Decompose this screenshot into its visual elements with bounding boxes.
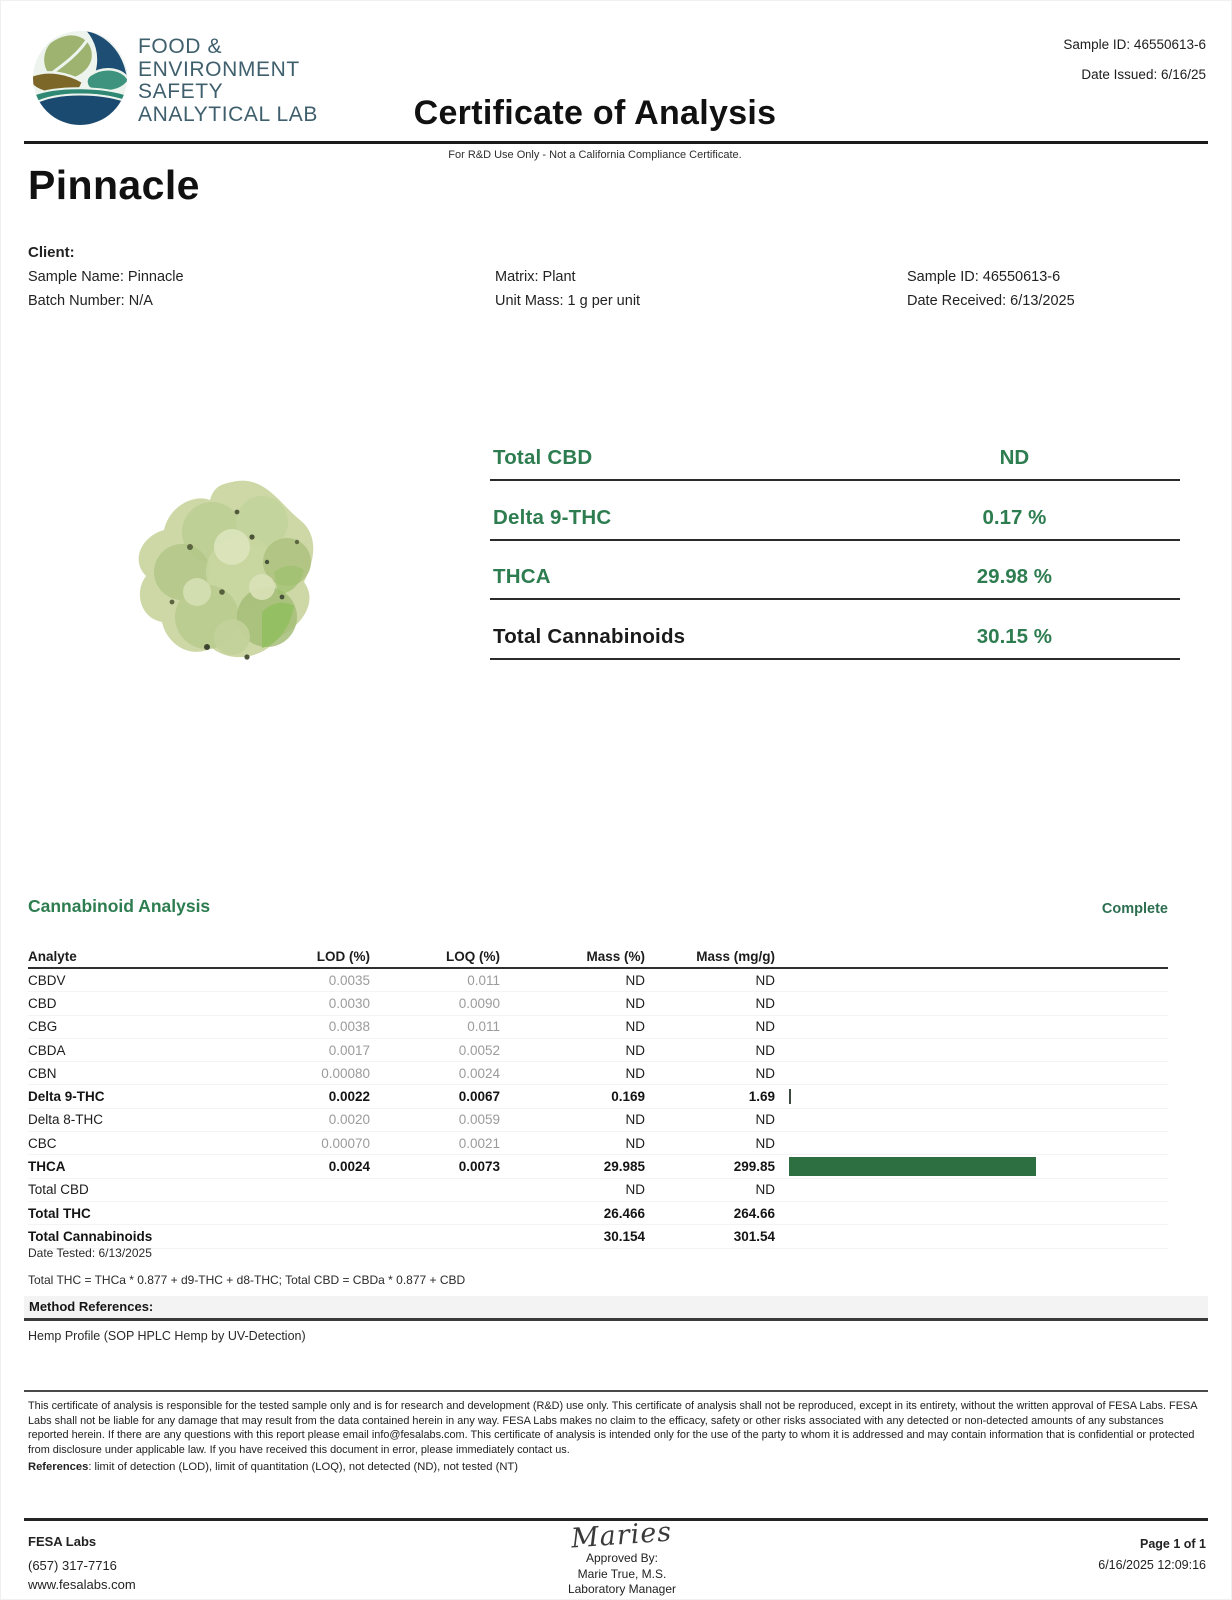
analysis-table-row: Total THC 26.466 264.66: [28, 1202, 1168, 1225]
header-divider: [24, 141, 1208, 144]
signature: Maries: [570, 1516, 674, 1555]
summary-analyte-label: THCA: [493, 565, 551, 588]
document-title: Certificate of Analysis: [413, 94, 777, 132]
disclaimer-divider: [24, 1390, 1208, 1392]
date-tested: Date Tested: 6/13/2025: [28, 1246, 152, 1260]
method-reference-value: Hemp Profile (SOP HPLC Hemp by UV-Detection): [28, 1329, 306, 1343]
summary-analyte-label: Total CBD: [493, 446, 593, 469]
analysis-status-badge: Complete: [1101, 901, 1168, 917]
summary-analyte-value: 0.17 %: [982, 505, 1047, 529]
disclaimer-text: This certificate of analysis is responsible for the tested sample only and is for research and development (R&D) use only. This certificate of analysis shall not be reproduced, except in its entirety, without the written approval of FESA Labs. FESA Labs shall not be liable for any damage that may result from the data contained herein in any way. FESA Labs makes no claim to the efficacy, safety or other risks associated with any detected or non-detected amounts of any substances reported herein. If there are any questions with this report please email info@fesalabs.com. This certificate of analysis is intended only for the use of the party to whom it is addressed and may contain information that is confidential or protected from disclosure under applicable law. If you have received this document in error, please immediately contact us.: [28, 1400, 1197, 1456]
product-photo: [112, 452, 357, 707]
analysis-table-row: Delta 8-THC 0.0020 0.0059 ND ND: [28, 1109, 1168, 1132]
summary-analyte-value: 30.15 %: [976, 624, 1052, 648]
footer-lab-contact: [28, 1532, 136, 1594]
batch-number: Batch Number: N/A: [28, 293, 153, 309]
summary-row: [490, 600, 1180, 660]
summary-analyte-label: Delta 9-THC: [493, 505, 612, 529]
matrix: Matrix: Plant: [495, 269, 576, 285]
lab-name: FOOD & ENVIRONMENT SAFETY ANALYTICAL LAB: [138, 35, 318, 126]
client-label: Client:: [28, 244, 75, 261]
references-note: References: limit of detection (LOD), limit of quantitation (LOQ), not detected (ND), not tested (NT): [28, 1461, 518, 1473]
footer-company: FESA Labs: [28, 1534, 97, 1549]
mass-bar: [789, 1089, 791, 1104]
summary-analyte-value: ND: [999, 446, 1030, 469]
analysis-table-header: Analyte LOD (%) LOQ (%) Mass (%) Mass (mg/g): [28, 938, 1168, 969]
analysis-table-row: Total CBD ND ND: [28, 1179, 1168, 1202]
analysis-table-row: CBC 0.00070 0.0021 ND ND: [28, 1132, 1168, 1155]
summary-row: [490, 438, 1180, 481]
date-received: Date Received: 6/13/2025: [907, 293, 1075, 309]
analysis-section-title: Cannabinoid Analysis: [28, 896, 211, 916]
footer-website: www.fesalabs.com: [28, 1577, 136, 1592]
summary-analyte-value: 29.98 %: [976, 565, 1052, 588]
summary-row: [490, 541, 1180, 601]
thc-formula: Total THC = THCa * 0.877 + d9-THC + d8-THC; Total CBD = CBDa * 0.877 + CBD: [28, 1273, 466, 1287]
print-timestamp: 6/16/2025 12:09:16: [1098, 1558, 1206, 1572]
unit-mass: Unit Mass: 1 g per unit: [495, 293, 641, 309]
header-meta: [1063, 30, 1206, 90]
analysis-table-row: CBDV 0.0035 0.011 ND ND: [28, 969, 1168, 992]
document-subtitle: For R&D Use Only - Not a California Compliance Certificate.: [448, 149, 742, 161]
analysis-table: [28, 938, 1168, 1249]
sample-id: Sample ID: 46550613-6: [907, 269, 1061, 285]
date-issued: Date Issued: 6/16/25: [1081, 67, 1206, 82]
analysis-table-row: CBG 0.0038 0.011 ND ND: [28, 1016, 1168, 1039]
analysis-table-row: Delta 9-THC 0.0022 0.0067 0.169 1.69: [28, 1085, 1168, 1108]
page-number: Page 1 of 1: [1140, 1537, 1206, 1551]
footer-page-info: [1098, 1534, 1206, 1576]
summary-row: [490, 481, 1180, 541]
product-name: Pinnacle: [28, 162, 200, 208]
footer-approval: [472, 1516, 772, 1598]
analysis-table-row: Total Cannabinoids 30.154 301.54: [28, 1225, 1168, 1248]
sample-id-top: Sample ID: 46550613-6: [1063, 37, 1206, 52]
summary-analyte-label: Total Cannabinoids: [493, 624, 686, 648]
mass-bar: [789, 1157, 1036, 1176]
analysis-table-row: CBD 0.0030 0.0090 ND ND: [28, 992, 1168, 1015]
approver-name: Marie True, M.S.: [577, 1566, 667, 1581]
sample-name: Sample Name: Pinnacle: [28, 269, 184, 285]
analysis-table-row: CBN 0.00080 0.0024 ND ND: [28, 1062, 1168, 1085]
summary-table: [490, 438, 1180, 660]
approved-by-label: Approved By:: [585, 1551, 659, 1565]
footer-phone: (657) 317-7716: [28, 1558, 117, 1573]
analysis-table-row: CBDA 0.0017 0.0052 ND ND: [28, 1039, 1168, 1062]
analysis-table-body: [28, 969, 1168, 1249]
approver-title: Laboratory Manager: [567, 1582, 677, 1596]
analysis-table-row: THCA 0.0024 0.0073 29.985 299.85: [28, 1155, 1168, 1178]
method-references-heading: Method References:: [24, 1296, 1208, 1321]
